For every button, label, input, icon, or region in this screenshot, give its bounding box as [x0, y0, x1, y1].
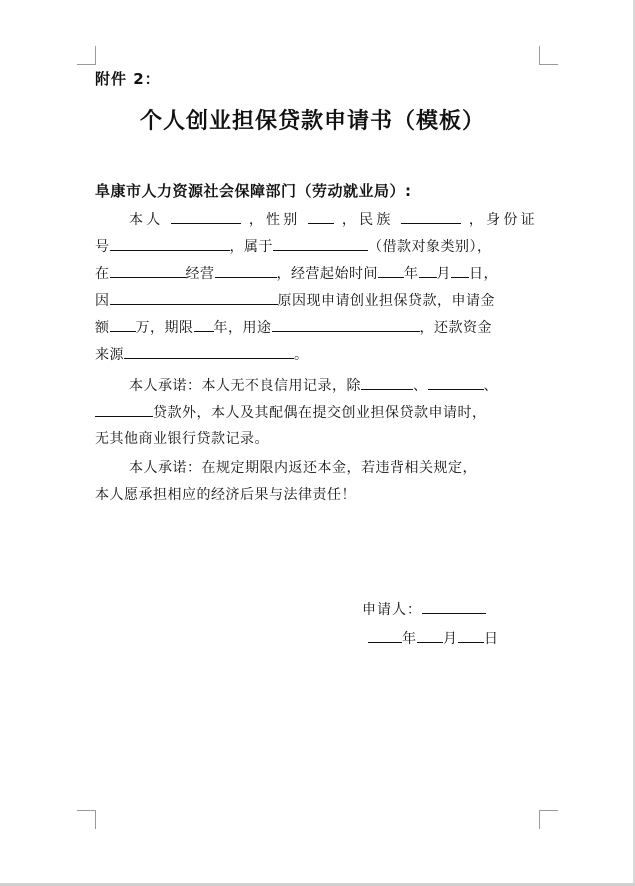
paragraph-3-line-1: 本人承诺：在规定期限内返还本金，若违背相关规定，: [129, 460, 477, 476]
text-segment: 、: [413, 378, 428, 394]
text-segment: ，民族: [341, 212, 394, 228]
ethnicity-blank[interactable]: [401, 206, 461, 224]
text-segment: 。: [294, 347, 309, 363]
margin-corner-mark-top-left: [77, 46, 96, 65]
text-segment: 额: [95, 320, 110, 336]
term-blank[interactable]: [194, 314, 214, 332]
text-segment: ，属于: [229, 239, 273, 255]
text-segment: 号: [95, 239, 110, 255]
paragraph-1-line-3: [95, 260, 535, 286]
sign-day-blank[interactable]: [458, 625, 484, 643]
applicant-signature-line: [362, 596, 486, 619]
reason-blank[interactable]: [110, 287, 278, 305]
amount-blank[interactable]: [110, 314, 136, 332]
text-segment: 年: [404, 266, 419, 282]
text-segment: 贷款外，本人及其配偶在提交创业担保贷款申请时，: [153, 405, 487, 421]
attachment-label: 附件 2：: [95, 70, 161, 88]
sign-year-blank[interactable]: [368, 625, 402, 643]
text-segment: 年，用途: [213, 320, 272, 336]
paragraph-1-line-6: [95, 341, 535, 367]
text-segment: ，性别: [248, 212, 301, 228]
text-segment: 、: [483, 378, 498, 394]
paragraph-1-line-5: [95, 314, 535, 340]
paragraph-1-line-1: [95, 206, 535, 232]
margin-corner-mark-bottom-right: [539, 810, 558, 829]
applicant-label: 申请人：: [362, 602, 422, 618]
text-segment: （借款对象类别），: [368, 239, 492, 255]
purpose-blank[interactable]: [272, 314, 420, 332]
start-year-blank[interactable]: [378, 260, 404, 278]
year-label: 年: [402, 631, 417, 647]
repayment-source-blank[interactable]: [124, 341, 294, 359]
text-segment: 本人承诺：本人无不良信用记录，除: [129, 378, 361, 394]
text-segment: ，还款资金: [419, 320, 492, 336]
loan-exception-blank-3[interactable]: [95, 399, 153, 417]
paragraph-1-line-2: [95, 233, 535, 259]
recipient-line: 阜康市人力资源社会保障部门（劳动就业局）:: [95, 182, 412, 200]
business-blank[interactable]: [215, 260, 277, 278]
day-label: 日: [484, 631, 499, 647]
start-day-blank[interactable]: [451, 260, 469, 278]
margin-corner-mark-top-right: [539, 46, 558, 65]
text-segment: 在: [95, 266, 110, 282]
text-segment: 因: [95, 293, 110, 309]
applicant-signature-blank[interactable]: [422, 596, 486, 614]
paragraph-3-line-2: 本人愿承担相应的经济后果与法律责任！: [95, 487, 356, 503]
margin-corner-mark-bottom-left: [77, 810, 96, 829]
id-number-blank[interactable]: [110, 233, 230, 251]
month-label: 月: [443, 631, 458, 647]
text-segment: ，经营起始时间: [276, 266, 378, 282]
name-blank[interactable]: [171, 206, 241, 224]
paragraph-1-line-4: [95, 287, 535, 313]
sign-month-blank[interactable]: [417, 625, 443, 643]
text-segment: 日，: [469, 266, 498, 282]
text-segment: 万，期限: [135, 320, 194, 336]
start-month-blank[interactable]: [419, 260, 437, 278]
text-segment: 经营: [185, 266, 215, 282]
loan-exception-blank-2[interactable]: [428, 372, 484, 390]
text-segment: 本人: [129, 212, 164, 228]
text-segment: 来源: [95, 347, 124, 363]
document-title: 个人创业担保贷款申请书（模板）: [140, 109, 486, 134]
paragraph-2-line-2: [95, 399, 535, 425]
text-segment: 月: [436, 266, 451, 282]
paragraph-2-line-1: [95, 372, 535, 398]
borrower-category-blank[interactable]: [273, 233, 368, 251]
gender-blank[interactable]: [308, 206, 334, 224]
text-segment: ，身份证: [468, 212, 536, 228]
text-segment: 原因现申请创业担保贷款，申请金: [277, 293, 495, 309]
location-blank[interactable]: [110, 260, 186, 278]
signature-date-line: [368, 625, 499, 648]
loan-exception-blank-1[interactable]: [361, 372, 413, 390]
paragraph-2-line-3: 无其他商业银行贷款记录。: [95, 431, 269, 447]
